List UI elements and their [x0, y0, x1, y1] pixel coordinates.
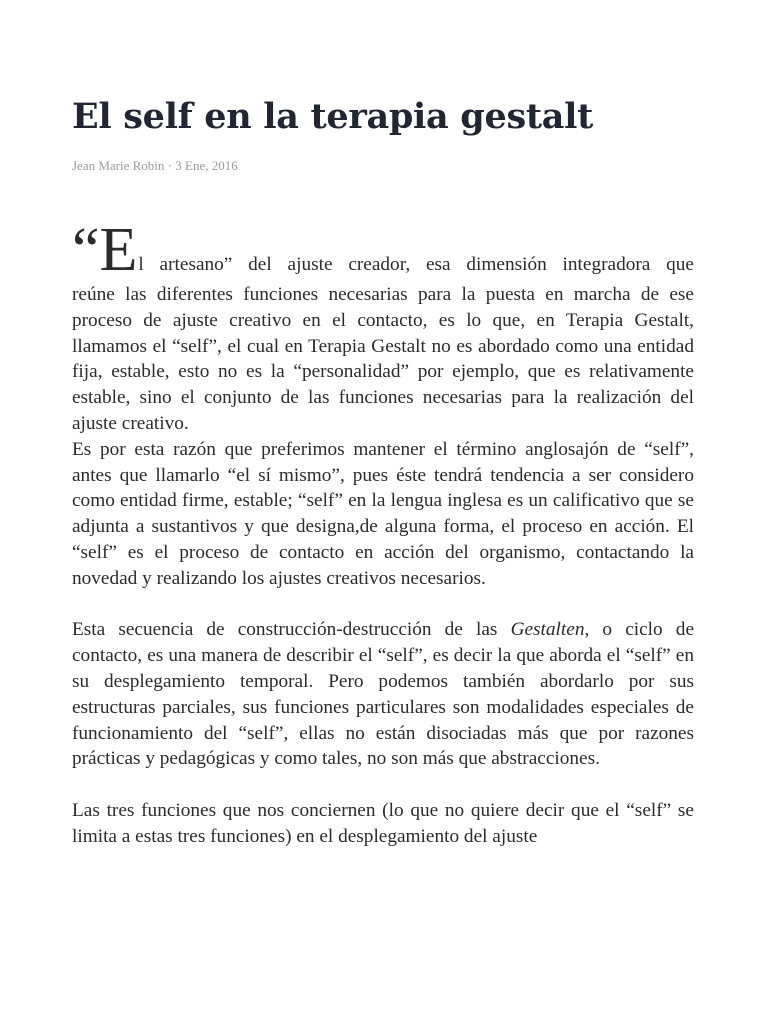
paragraph-4: Las tres funciones que nos conciernen (lo que no quiere decir que el “self” se limita a estas tres funciones) en el desplegamiento del ajuste [72, 799, 694, 847]
lead-line [72, 218, 694, 282]
paragraph-3-end: , o ciclo de contacto, es una manera de describir el “self”, es decir la que aborda el “self” en su desplegamiento temporal. Pero podemos también abordarlo por sus estructuras parciales, sus funciones particulares son modalidades especiales de funcionamiento del “self”, ellas no están disociadas más que por razones prácticas y pedagógicas y como tales, no son más que abstracciones. [72, 619, 694, 770]
paragraph-3-start: Esta secuencia de construcción-destrucción de las [72, 619, 511, 641]
lead-text: l artesano” del ajuste creador, esa dimensión integradora que [138, 254, 694, 275]
paragraph-3 [72, 617, 694, 772]
article-byline: Jean Marie Robin · 3 Ene, 2016 [72, 158, 238, 173]
paragraph-1: reúne las diferentes funciones necesarias para la puesta en marcha de ese proceso de ajuste creativo en el contacto, es lo que, en Terapia Gestalt, llamamos el “self”, el cual en Terapia Gestalt no es abordado como una entidad fija, estable, esto no es la “personalidad” por ejemplo, que es relativamente estable, sino el conjunto de las funciones necesarias para la realización del ajuste creativo. [72, 284, 694, 434]
article-body [72, 218, 694, 850]
gestalten-term: Gestalten [510, 619, 585, 641]
drop-cap: “E [72, 216, 138, 284]
article-title: El self en la terapia gestalt [72, 96, 593, 137]
paragraph-2: Es por esta razón que preferimos mantener el término anglosajón de “self”, antes que llamarlo “el sí mismo”, pues éste tendrá tendencia a ser considero como entidad firme, estable; “self” en la lengua inglesa es un calificativo que se adjunta a sustantivos y que designa,de alguna forma, el proceso en acción. El “self” es el proceso de contacto en acción del organismo, contactando la novedad y realizando los ajustes creativos necesarios. [72, 438, 694, 589]
